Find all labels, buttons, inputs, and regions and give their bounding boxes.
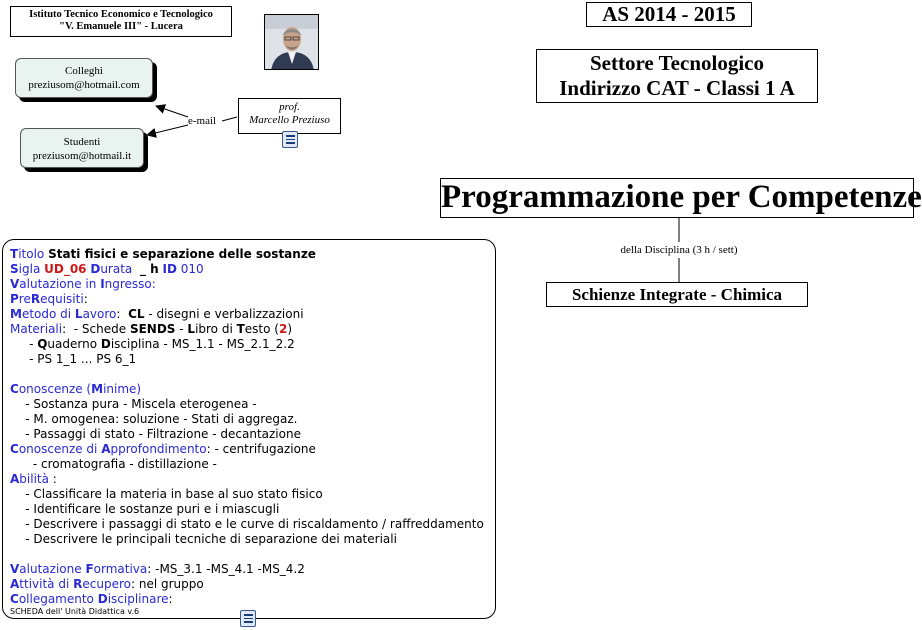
subject-box: Schienze Integrate - Chimica [546, 282, 808, 307]
card-note-icon[interactable] [240, 610, 256, 627]
teacher-name-box[interactable] [238, 98, 341, 134]
teacher-name: Marcello Preziuso [249, 114, 330, 126]
abilita-item: - Descrivere i passaggi di stato e le curve di riscaldamento / raffreddamento [25, 517, 484, 531]
valutazione-formativa-value: -MS_3.1 -MS_4.1 -MS_4.2 [151, 562, 305, 576]
approfondimento-inline: - centrifugazione [210, 442, 316, 456]
conoscenza-minima-item: - Sostanza pura - Miscela eterogenea - [25, 397, 257, 411]
main-title-box: Programmazione per Competenze [440, 178, 914, 218]
id-value: 010 [180, 262, 204, 276]
colleghi-email[interactable]: preziusom@hotmail.com [28, 79, 140, 91]
colleghi-title: Colleghi [65, 65, 103, 77]
teacher-portrait-icon [265, 15, 319, 70]
teacher-photo [264, 14, 319, 70]
studenti-title: Studenti [63, 136, 101, 148]
academic-year-box: AS 2014 - 2015 [586, 2, 752, 27]
unit-card [2, 239, 496, 619]
studenti-contact-box[interactable] [20, 128, 144, 168]
durata-value: _ h [139, 262, 159, 276]
teacher-title: prof. [279, 101, 300, 113]
ps-range: - PS 1_1 ... PS 6_1 [29, 352, 137, 366]
titolo-value: Stati fisici e separazione delle sostanze [48, 247, 316, 261]
card-ps-line [10, 352, 495, 367]
card-prerequisiti-line: PreRequisiti: [10, 292, 88, 306]
approfondimento-cont-line: - cromatografia - distillazione - [32, 457, 217, 471]
materiali-schede: SENDS [129, 322, 176, 336]
settore-box [536, 49, 818, 103]
abilita-item: - Descrivere le principali tecniche di separazione dei materiali [25, 532, 397, 546]
card-conoscenze-minime-line: Conoscenze (Minime) [10, 382, 142, 396]
libro-number: 2 [278, 322, 288, 336]
email-label: e-mail [188, 115, 217, 127]
school-name-box [10, 6, 232, 37]
abilita-item: - Classificare la materia in base al suo stato fisico [25, 487, 323, 501]
sigla-value: UD_06 [44, 262, 87, 276]
card-approfondimento-line: Conoscenze di Approfondimento: - centrifugazione [10, 442, 316, 456]
note-icon[interactable] [282, 131, 298, 148]
card-collegamento-line: Collegamento Disciplinare: [10, 592, 173, 606]
card-valutazione-formativa-line: Valutazione Formativa: -MS_3.1 -MS_4.1 -MS_4.2 [10, 562, 305, 576]
card-footer: SCHEDA dell' Unità Didattica v.6 [10, 607, 140, 616]
school-name: Istituto Tecnico Economico e Tecnologico [29, 9, 213, 20]
card-metodo-line: Metodo di Lavoro: CL - disegni e verbalizzazioni [10, 307, 304, 321]
card-abilita-line: Abilità : [10, 472, 57, 486]
card-quaderno-line: - Quaderno Disciplina - MS_1.1 - MS_2.1_2.2 [10, 337, 295, 351]
conoscenza-minima-item: - M. omogenea: soluzione - Stati di aggregaz. [25, 412, 298, 426]
discipline-link-label: della Disciplina (3 h / sett) [620, 244, 738, 256]
card-materiali-line: Materiali: - Schede SENDS - Libro di Testo (2) [10, 322, 293, 336]
quaderno-rest: - MS_1.1 - MS_2.1_2.2 [163, 337, 295, 351]
metodo-rest: - disegni e verbalizzazioni [144, 307, 304, 321]
colleghi-contact-box[interactable] [15, 58, 153, 98]
indirizzo-title: Indirizzo CAT - Classi 1 A [559, 76, 795, 100]
recupero-value: nel gruppo [135, 577, 204, 591]
abilita-item: - Identificare le sostanze puri e i miascugli [25, 502, 280, 516]
card-valutazione-ingresso-line: Valutazione in Ingresso: [10, 277, 156, 291]
studenti-email[interactable]: preziusom@hotmail.it [32, 150, 132, 162]
card-titolo-line: Titolo Stati fisici e separazione delle sostanze [10, 247, 316, 261]
conoscenza-minima-item: - Passaggi di stato - Filtrazione - decantazione [25, 427, 301, 441]
settore-title: Settore Tecnologico [589, 51, 764, 75]
school-city: "V. Emanuele III" - Lucera [59, 21, 183, 32]
card-recupero-line: Attività di Recupero: nel gruppo [10, 577, 204, 591]
card-sigla-line: Sigla UD_06 Durata _ h ID 010 [10, 262, 204, 276]
metodo-cl: CL [128, 307, 145, 321]
